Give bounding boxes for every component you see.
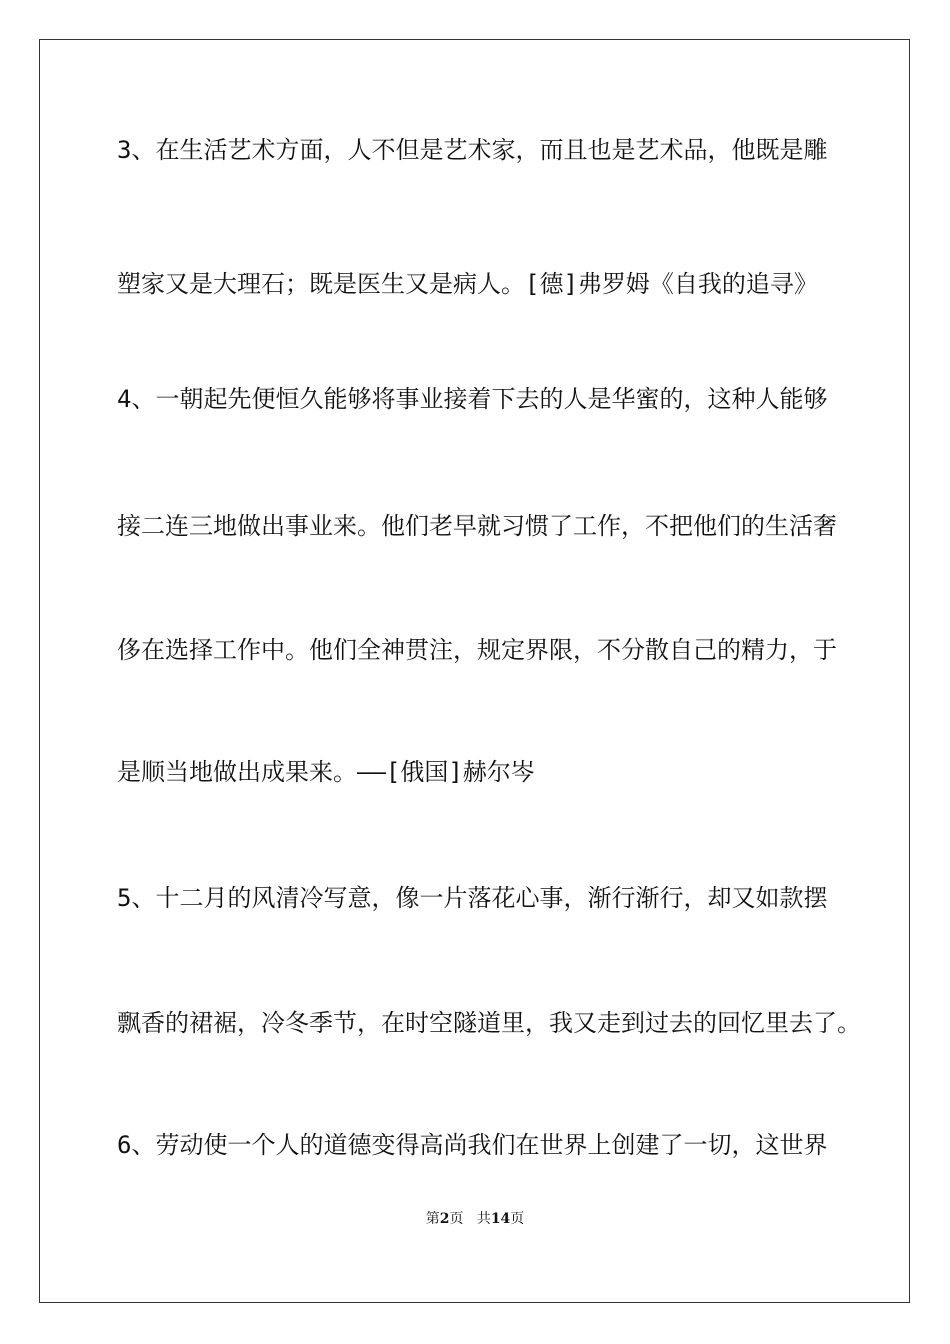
- text-line-4: 接二连三地做出事业来。他们老早就习惯了工作，不把他们的生活奢: [117, 512, 837, 540]
- text-line-8: 飘香的裙裾，冷冬季节，在时空隧道里，我又走到过去的回忆里去了。: [117, 1009, 861, 1037]
- text-line-7: 5、十二月的风清冷写意，像一片落花心事，渐行渐行，却又如款摆: [117, 884, 828, 912]
- text-line-9: 6、劳动使一个人的道德变得高尚我们在世界上创建了一切，这世界: [117, 1131, 828, 1159]
- page-total-number: 14: [490, 1211, 511, 1227]
- page-footer: [0, 1208, 950, 1228]
- page-prefix: 第: [425, 1211, 440, 1227]
- text-line-1: 3、在生活艺术方面，人不但是艺术家，而且也是艺术品，他既是雕: [117, 136, 828, 164]
- text-line-2: 塑家又是大理石；既是医生又是病人。[德]弗罗姆《自我的追寻》: [117, 270, 818, 298]
- total-prefix: 共: [476, 1211, 491, 1227]
- page-frame: [39, 39, 910, 1303]
- text-line-5: 侈在选择工作中。他们全神贯注，规定界限，不分散自己的精力，于: [117, 636, 837, 664]
- page-suffix: 页: [449, 1211, 464, 1227]
- text-line-6: 是顺当地做出成果来。——[俄国]赫尔岑: [117, 758, 535, 786]
- page-current-number: 2: [439, 1211, 450, 1227]
- text-line-3: 4、一朝起先便恒久能够将事业接着下去的人是华蜜的，这种人能够: [117, 385, 828, 413]
- total-suffix: 页: [510, 1211, 525, 1227]
